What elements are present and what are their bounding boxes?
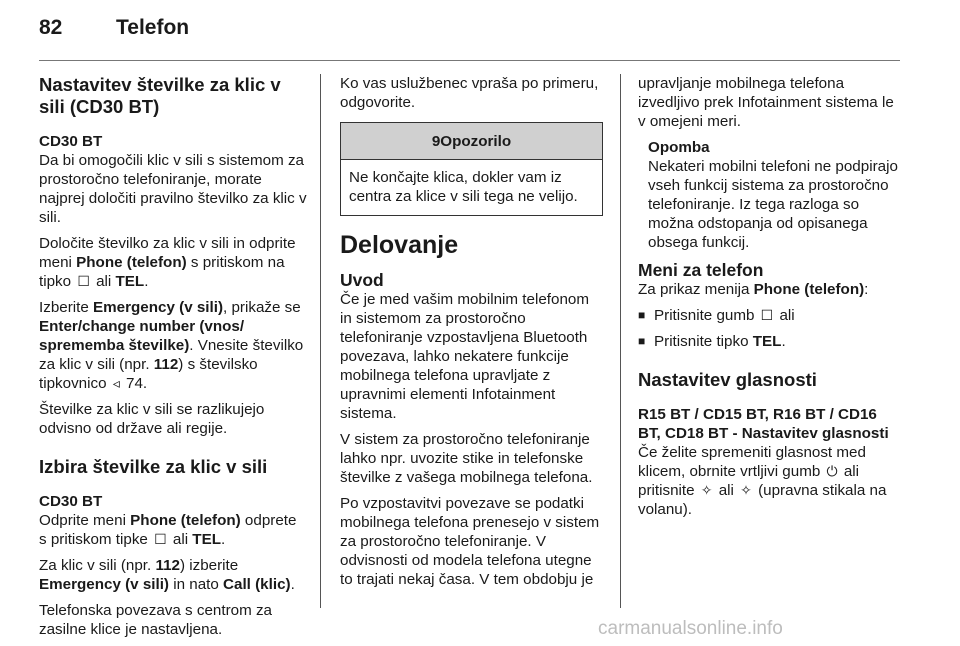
page-number: 82 (39, 16, 63, 39)
note-box (638, 138, 900, 252)
paragraph: upravljanje mobilnega telefona izvedljivo prek Infotainment sistema le v omejeni meri. (638, 75, 894, 130)
reference-arrow-icon[interactable]: ◃ (112, 375, 120, 391)
warning-title: Opozorilo (440, 133, 512, 150)
paragraph: Da bi omogočili klic v sili s sistemom za prostoročno telefoniranje, morate najprej določiti pravilno številko za klic v sili. (39, 152, 307, 226)
paragraph: Številke za klic v sili se razlikujejo odvisno od države ali regije. (39, 401, 265, 437)
phone-button-icon: ☐ (154, 531, 167, 547)
square-bullet-icon: ■ (638, 334, 646, 348)
column-divider (620, 74, 621, 608)
note-text: Nekateri mobilni telefoni ne podpirajo vseh funkcij sistema za prostoročno telefoniranje. Iz tega razloga so možna odstopanja od opisanega obsega funkcij. (648, 158, 898, 251)
paragraph: Če je med vašim mobilnim telefonom in sistemom za prostoročno telefoniranje vzpostavljena Bluetooth povezava, lahko nekatere funkcije mobilnega telefona upravljate z upravnimi elementi Infotainment sistema. (340, 291, 589, 422)
paragraph: Izberite Emergency (v sili), prikaže se Enter/change number (vnos/ sprememba številke). Vnesite številko za klic v sili (npr. 112) s številsko tipkovnico ◃ 74. (39, 299, 304, 392)
watermark-text: carmanualsonline.info (598, 618, 783, 639)
menu-name: Phone (telefon) (76, 254, 187, 271)
steering-volume-up-icon: ✧ (700, 482, 713, 498)
note-title: Opomba (648, 139, 710, 156)
section-heading: Nastavitev številke za klic v sili (CD30 BT) (39, 74, 281, 117)
paragraph: Po vzpostavitvi povezave se podatki mobilnega telefona prenesejo v sistem za prostoročno telefoniranje. V odvisnosti od modela telefona utegne to trajati nekaj časa. V tem obdobju je (340, 495, 600, 588)
sub-heading: Uvod (340, 270, 384, 290)
warning-icon: 9 (431, 133, 441, 150)
page-reference[interactable]: 74. (121, 375, 148, 392)
model-label: CD30 BT (39, 133, 103, 150)
section-heading: Izbira številke za klic v sili (39, 456, 268, 477)
phone-button-icon: ☐ (77, 273, 90, 289)
warning-text: Ne končajte klica, dokler vam iz centra za klice v sili tega ne velijo. (349, 169, 578, 205)
steering-volume-down-icon: ✧ (740, 482, 752, 498)
warning-box (340, 122, 603, 216)
paragraph: Ko vas uslužbenec vpraša po primeru, odgovorite. (340, 75, 599, 111)
model-label: CD30 BT (39, 493, 103, 510)
list-item: ■ Pritisnite gumb ☐ ali (638, 307, 795, 324)
paragraph: Če želite spremeniti glasnost med klicem, obrnite vrtljivi gumb ⏻ ali pritisnite ✧ ali ✧ (upravna stikala na volanu). (638, 444, 887, 518)
square-bullet-icon: ■ (638, 308, 646, 322)
chapter-heading: Delovanje (340, 231, 459, 259)
paragraph: Določite številko za klic v sili in odprite meni Phone (telefon) s pritiskom na tipko ☐ ali TEL. (39, 235, 296, 290)
paragraph: Za prikaz menija Phone (telefon): (638, 281, 869, 298)
warning-header (341, 123, 602, 160)
column-1 (39, 74, 307, 646)
paragraph: Telefonska povezava s centrom za zasilne klice je nastavljena. (39, 602, 272, 638)
phone-button-icon: ☐ (760, 307, 774, 323)
key-name: TEL (115, 273, 145, 290)
paragraph: Odprite meni Phone (telefon) odprete s pritiskom tipke ☐ ali TEL. (39, 512, 297, 548)
sub-heading: Meni za telefon (638, 260, 764, 280)
model-label: R15 BT / CD15 BT, R16 BT / CD16 BT, CD18 BT - Nastavitev glasnosti (638, 406, 889, 442)
paragraph: Za klic v sili (npr. 112) izberite Emergency (v sili) in nato Call (klic). (39, 557, 295, 593)
page-title: Telefon (116, 16, 190, 39)
column-3 (638, 74, 900, 526)
power-knob-icon: ⏻ (826, 463, 838, 479)
paragraph: V sistem za prostoročno telefoniranje lahko npr. uvozite stike in telefonske številke z vašega mobilnega telefona. (340, 431, 593, 486)
header-rule (39, 60, 900, 61)
list-item: ■ Pritisnite tipko TEL. (638, 333, 786, 350)
column-divider (320, 74, 321, 608)
section-heading: Nastavitev glasnosti (638, 369, 817, 390)
column-2 (340, 74, 603, 596)
